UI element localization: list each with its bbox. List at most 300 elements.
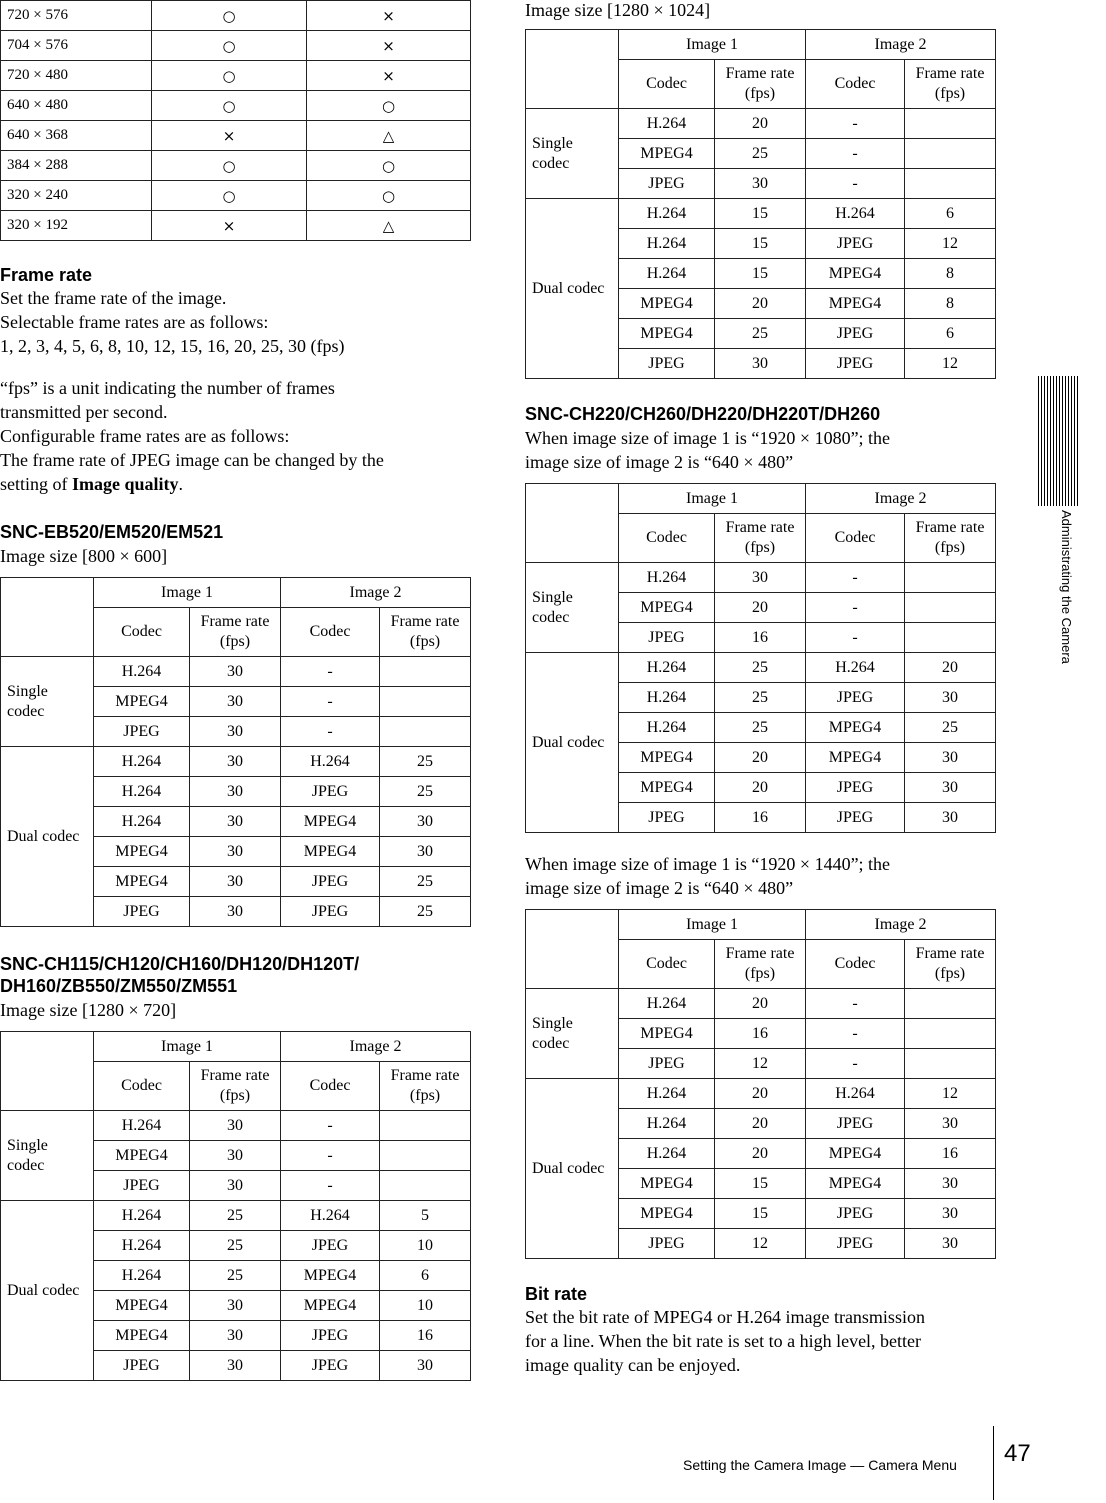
image2-codec-cell: - — [281, 1141, 380, 1171]
image1-codec-cell: JPEG — [619, 1049, 715, 1079]
image1-codec-cell: MPEG4 — [94, 867, 190, 897]
frame-rate-note: Configurable frame rates are as follows: — [0, 426, 290, 446]
dual-codec-label: Dual codec — [1, 747, 94, 927]
image2-fps-cell: 30 — [905, 1169, 996, 1199]
image1-header: Image 1 — [619, 484, 806, 514]
image1-codec-cell: MPEG4 — [619, 773, 715, 803]
header-row — [526, 910, 996, 940]
image2-fps-cell — [380, 1111, 471, 1141]
image2-codec-cell: - — [281, 687, 380, 717]
image2-fps-cell — [380, 1141, 471, 1171]
image2-codec-cell: MPEG4 — [806, 743, 905, 773]
image1-codec-cell: MPEG4 — [619, 289, 715, 319]
codec-table — [525, 483, 996, 833]
resolution-support-cell: ○ — [307, 91, 471, 121]
image1-fps-cell: 25 — [715, 139, 806, 169]
image2-fps-cell — [905, 1049, 996, 1079]
image2-fps-cell: 5 — [380, 1201, 471, 1231]
image1-codec-cell: JPEG — [619, 169, 715, 199]
image1-codec-cell: MPEG4 — [619, 1199, 715, 1229]
resolution-row — [1, 121, 471, 151]
image2-fps-cell: 30 — [905, 1229, 996, 1259]
image2-codec-cell: MPEG4 — [281, 837, 380, 867]
image1-codec-cell: H.264 — [619, 229, 715, 259]
frame-rate-note-end: setting of Image quality. — [0, 474, 184, 494]
resolution-row — [1, 61, 471, 91]
image1-codec-cell: H.264 — [619, 683, 715, 713]
frame-rate-header: Frame rate (fps) — [715, 514, 806, 563]
header-row — [526, 30, 996, 60]
image1-codec-cell: JPEG — [619, 349, 715, 379]
header-row — [1, 578, 471, 608]
image2-fps-cell — [380, 717, 471, 747]
image1-codec-cell: MPEG4 — [619, 1019, 715, 1049]
dual-codec-label: Dual codec — [1, 1201, 94, 1381]
image1-fps-cell: 30 — [190, 1291, 281, 1321]
resolution-support-cell: × — [152, 211, 307, 241]
section-heading: SNC-EB520/EM520/EM521 — [0, 522, 224, 542]
image2-fps-cell: 30 — [905, 1199, 996, 1229]
image1-codec-cell: H.264 — [619, 713, 715, 743]
image2-codec-cell: - — [281, 1171, 380, 1201]
image2-fps-cell: 10 — [380, 1291, 471, 1321]
bit-rate-line: for a line. When the bit rate is set to a high level, better — [525, 1331, 922, 1351]
image2-codec-cell: MPEG4 — [806, 259, 905, 289]
image1-fps-cell: 30 — [190, 657, 281, 687]
codec-header: Codec — [806, 514, 905, 563]
codec-header: Codec — [94, 608, 190, 657]
image2-codec-cell: - — [806, 563, 905, 593]
image1-fps-cell: 25 — [715, 653, 806, 683]
codec-table — [0, 577, 471, 927]
image2-fps-cell: 16 — [380, 1321, 471, 1351]
image1-codec-cell: H.264 — [94, 1231, 190, 1261]
image1-fps-cell: 30 — [190, 1111, 281, 1141]
resolution-row — [1, 151, 471, 181]
image1-fps-cell: 15 — [715, 259, 806, 289]
image1-codec-cell: JPEG — [94, 1351, 190, 1381]
image2-codec-cell: H.264 — [281, 1201, 380, 1231]
frame-rate-note: The frame rate of JPEG image can be changed by the — [0, 450, 384, 470]
image1-fps-cell: 30 — [715, 349, 806, 379]
image2-fps-cell — [905, 169, 996, 199]
image1-fps-cell: 25 — [715, 319, 806, 349]
image2-fps-cell: 25 — [380, 867, 471, 897]
chapter-tab-label: Administrating the Camera — [1059, 510, 1074, 664]
table-row — [1, 1201, 471, 1231]
image2-fps-cell: 25 — [380, 777, 471, 807]
resolution-support-cell: × — [307, 1, 471, 31]
image2-codec-cell: JPEG — [806, 773, 905, 803]
corner-cell — [526, 30, 619, 109]
codec-table — [525, 29, 996, 379]
codec-table — [525, 909, 996, 1259]
chapter-tab — [1038, 376, 1080, 664]
image1-fps-cell: 12 — [715, 1049, 806, 1079]
single-codec-label: Single codec — [526, 989, 619, 1079]
image1-codec-cell: H.264 — [619, 1079, 715, 1109]
image1-fps-cell: 30 — [190, 717, 281, 747]
image1-header: Image 1 — [94, 1032, 281, 1062]
image1-codec-cell: MPEG4 — [94, 837, 190, 867]
image1-codec-cell: H.264 — [619, 563, 715, 593]
resolution-size-cell: 640 × 368 — [1, 121, 152, 151]
resolution-size-cell: 720 × 576 — [1, 1, 152, 31]
image2-codec-cell: JPEG — [806, 229, 905, 259]
resolution-support-cell: × — [307, 61, 471, 91]
resolution-row — [1, 31, 471, 61]
image1-fps-cell: 30 — [715, 169, 806, 199]
resolution-support-cell: × — [152, 121, 307, 151]
image2-codec-cell: - — [806, 139, 905, 169]
image2-codec-cell: MPEG4 — [281, 1291, 380, 1321]
image1-codec-cell: MPEG4 — [94, 1321, 190, 1351]
image1-fps-cell: 30 — [190, 777, 281, 807]
image1-fps-cell: 15 — [715, 1199, 806, 1229]
image1-fps-cell: 15 — [715, 229, 806, 259]
image-quality-term: Image quality — [72, 474, 179, 494]
image1-fps-cell: 30 — [190, 1351, 281, 1381]
image2-fps-cell: 12 — [905, 349, 996, 379]
resolution-support-cell: ○ — [307, 181, 471, 211]
image2-fps-cell: 10 — [380, 1231, 471, 1261]
image1-codec-cell: MPEG4 — [94, 1141, 190, 1171]
image2-fps-cell — [905, 109, 996, 139]
table-row — [1, 747, 471, 777]
image2-fps-cell — [380, 657, 471, 687]
resolution-size-cell: 720 × 480 — [1, 61, 152, 91]
image2-header: Image 2 — [281, 578, 471, 608]
resolution-row — [1, 181, 471, 211]
image2-codec-cell: H.264 — [806, 653, 905, 683]
frame-rate-header: Frame rate (fps) — [190, 1062, 281, 1111]
table-row — [1, 1111, 471, 1141]
frame-rate-note: transmitted per second. — [0, 402, 168, 422]
image1-fps-cell: 16 — [715, 1019, 806, 1049]
image2-fps-cell: 30 — [905, 1109, 996, 1139]
footer-text: Setting the Camera Image — Camera Menu — [683, 1457, 957, 1473]
image2-codec-cell: JPEG — [806, 683, 905, 713]
image1-codec-cell: JPEG — [94, 897, 190, 927]
resolution-support-cell: ○ — [307, 151, 471, 181]
codec-header: Codec — [619, 514, 715, 563]
image2-codec-cell: H.264 — [806, 199, 905, 229]
image2-codec-cell: - — [806, 623, 905, 653]
table-row — [526, 563, 996, 593]
image1-codec-cell: MPEG4 — [619, 139, 715, 169]
corner-cell — [526, 910, 619, 989]
resolution-table — [0, 0, 471, 241]
resolution-support-cell: ○ — [152, 151, 307, 181]
frame-rate-header: Frame rate (fps) — [905, 60, 996, 109]
table-row — [526, 653, 996, 683]
frame-rate-note: “fps” is a unit indicating the number of frames — [0, 378, 335, 398]
footer-divider — [993, 1426, 994, 1500]
frame-rate-heading: Frame rate — [0, 265, 93, 285]
image1-fps-cell: 25 — [715, 713, 806, 743]
resolution-support-cell: ○ — [152, 61, 307, 91]
image1-codec-cell: JPEG — [94, 717, 190, 747]
codec-header: Codec — [281, 1062, 380, 1111]
image1-codec-cell: H.264 — [619, 989, 715, 1019]
codec-header: Codec — [281, 608, 380, 657]
image2-fps-cell — [905, 989, 996, 1019]
image1-fps-cell: 30 — [190, 807, 281, 837]
table-row — [526, 1079, 996, 1109]
image1-codec-cell: H.264 — [94, 807, 190, 837]
image2-codec-cell: JPEG — [281, 1231, 380, 1261]
image2-codec-cell: MPEG4 — [281, 807, 380, 837]
image1-codec-cell: H.264 — [619, 1139, 715, 1169]
image1-fps-cell: 16 — [715, 623, 806, 653]
image1-codec-cell: JPEG — [619, 803, 715, 833]
image2-fps-cell: 8 — [905, 289, 996, 319]
image2-fps-cell: 30 — [380, 807, 471, 837]
image2-codec-cell: JPEG — [806, 319, 905, 349]
image2-codec-cell: JPEG — [806, 349, 905, 379]
codec-header: Codec — [619, 940, 715, 989]
resolution-support-cell: × — [307, 31, 471, 61]
image1-fps-cell: 30 — [190, 1171, 281, 1201]
bit-rate-block — [525, 1283, 995, 1377]
corner-cell — [526, 484, 619, 563]
image1-codec-cell: H.264 — [94, 747, 190, 777]
image1-fps-cell: 30 — [190, 837, 281, 867]
image1-fps-cell: 20 — [715, 593, 806, 623]
image2-codec-cell: MPEG4 — [281, 1261, 380, 1291]
image1-codec-cell: H.264 — [94, 657, 190, 687]
image2-fps-cell — [905, 139, 996, 169]
section-subtitle: Image size [800 × 600] — [0, 546, 168, 566]
image2-codec-cell: JPEG — [281, 777, 380, 807]
frame-rate-header: Frame rate (fps) — [715, 940, 806, 989]
image2-fps-cell: 30 — [905, 773, 996, 803]
image2-codec-cell: - — [281, 657, 380, 687]
image1-codec-cell: MPEG4 — [619, 319, 715, 349]
image2-codec-cell: - — [281, 1111, 380, 1141]
single-codec-label: Single codec — [526, 109, 619, 199]
image2-codec-cell: - — [806, 1049, 905, 1079]
image2-fps-cell: 30 — [905, 743, 996, 773]
image1-codec-cell: H.264 — [619, 653, 715, 683]
image1-fps-cell: 30 — [190, 747, 281, 777]
image1-fps-cell: 30 — [190, 897, 281, 927]
image1-fps-cell: 20 — [715, 109, 806, 139]
section-subtitle: image size of image 2 is “640 × 480” — [525, 878, 794, 898]
image2-fps-cell — [905, 563, 996, 593]
image1-fps-cell: 20 — [715, 289, 806, 319]
image1-header: Image 1 — [619, 910, 806, 940]
image1-fps-cell: 20 — [715, 743, 806, 773]
image2-fps-cell — [905, 593, 996, 623]
image1-fps-cell: 20 — [715, 1139, 806, 1169]
image1-codec-cell: H.264 — [94, 1201, 190, 1231]
frame-rate-line: 1, 2, 3, 4, 5, 6, 8, 10, 12, 15, 16, 20, 25, 30 (fps) — [0, 336, 345, 356]
image2-header: Image 2 — [806, 910, 996, 940]
bit-rate-heading: Bit rate — [525, 1284, 588, 1304]
frame-rate-header: Frame rate (fps) — [380, 608, 471, 657]
header-row — [1, 1032, 471, 1062]
resolution-support-cell: ○ — [152, 1, 307, 31]
image2-fps-cell: 6 — [905, 319, 996, 349]
resolution-support-cell: ○ — [152, 31, 307, 61]
image1-fps-cell: 15 — [715, 1169, 806, 1199]
image2-fps-cell: 6 — [380, 1261, 471, 1291]
resolution-support-cell: ○ — [152, 91, 307, 121]
section-subtitle: When image size of image 1 is “1920 × 1080”; the — [525, 428, 891, 448]
image2-codec-cell: H.264 — [806, 1079, 905, 1109]
header-row — [526, 484, 996, 514]
frame-rate-header: Frame rate (fps) — [905, 514, 996, 563]
section-subtitle: image size of image 2 is “640 × 480” — [525, 452, 794, 472]
image1-fps-cell: 20 — [715, 773, 806, 803]
table-row — [526, 199, 996, 229]
frame-rate-header: Frame rate (fps) — [715, 60, 806, 109]
image2-fps-cell: 25 — [380, 747, 471, 777]
image2-codec-cell: JPEG — [281, 1351, 380, 1381]
image1-codec-cell: JPEG — [94, 1171, 190, 1201]
image2-codec-cell: MPEG4 — [806, 713, 905, 743]
resolution-row — [1, 211, 471, 241]
image1-fps-cell: 25 — [190, 1231, 281, 1261]
bit-rate-line: Set the bit rate of MPEG4 or H.264 image transmission — [525, 1307, 925, 1327]
section-heading: SNC-CH220/CH260/DH220/DH220T/DH260 — [525, 404, 881, 424]
codec-table — [0, 1031, 471, 1381]
image1-fps-cell: 15 — [715, 199, 806, 229]
frame-rate-header: Frame rate (fps) — [190, 608, 281, 657]
dual-codec-label: Dual codec — [526, 653, 619, 833]
image2-codec-cell: JPEG — [806, 1199, 905, 1229]
resolution-size-cell: 704 × 576 — [1, 31, 152, 61]
image1-fps-cell: 20 — [715, 1109, 806, 1139]
image1-codec-cell: H.264 — [94, 1111, 190, 1141]
codec-header: Codec — [806, 940, 905, 989]
image2-header: Image 2 — [806, 484, 996, 514]
image2-codec-cell: JPEG — [281, 867, 380, 897]
frame-rate-block — [0, 264, 470, 496]
image2-header: Image 2 — [281, 1032, 471, 1062]
image2-fps-cell: 25 — [905, 713, 996, 743]
table-row — [526, 989, 996, 1019]
resolution-support-cell: △ — [307, 211, 471, 241]
image1-codec-cell: MPEG4 — [94, 687, 190, 717]
image1-fps-cell: 20 — [715, 1079, 806, 1109]
dual-codec-label: Dual codec — [526, 199, 619, 379]
resolution-support-cell: △ — [307, 121, 471, 151]
image2-codec-cell: JPEG — [281, 897, 380, 927]
image1-header: Image 1 — [619, 30, 806, 60]
image2-header: Image 2 — [806, 30, 996, 60]
dual-codec-label: Dual codec — [526, 1079, 619, 1259]
image2-codec-cell: JPEG — [806, 1229, 905, 1259]
image2-fps-cell: 30 — [380, 1351, 471, 1381]
section-heading: DH160/ZB550/ZM550/ZM551 — [0, 976, 238, 996]
image1-header: Image 1 — [94, 578, 281, 608]
image2-codec-cell: - — [281, 717, 380, 747]
image2-codec-cell: MPEG4 — [806, 1139, 905, 1169]
image2-fps-cell: 6 — [905, 199, 996, 229]
image1-fps-cell: 25 — [190, 1201, 281, 1231]
codec-header: Codec — [94, 1062, 190, 1111]
image1-fps-cell: 16 — [715, 803, 806, 833]
image1-fps-cell: 25 — [715, 683, 806, 713]
corner-cell — [1, 578, 94, 657]
resolution-support-cell: ○ — [152, 181, 307, 211]
image2-fps-cell: 30 — [380, 837, 471, 867]
single-codec-label: Single codec — [526, 563, 619, 653]
image1-fps-cell: 30 — [190, 867, 281, 897]
image1-codec-cell: JPEG — [619, 623, 715, 653]
section-subtitle: When image size of image 1 is “1920 × 1440”; the — [525, 854, 891, 874]
resolution-size-cell: 320 × 192 — [1, 211, 152, 241]
image1-fps-cell: 30 — [715, 563, 806, 593]
image1-codec-cell: MPEG4 — [619, 1169, 715, 1199]
image1-fps-cell: 30 — [190, 1321, 281, 1351]
image1-fps-cell: 20 — [715, 989, 806, 1019]
image2-codec-cell: JPEG — [281, 1321, 380, 1351]
single-codec-label: Single codec — [1, 657, 94, 747]
resolution-size-cell: 384 × 288 — [1, 151, 152, 181]
image2-codec-cell: JPEG — [806, 1109, 905, 1139]
image1-codec-cell: H.264 — [619, 109, 715, 139]
page-number: 47 — [1004, 1440, 1031, 1467]
image2-fps-cell: 30 — [905, 803, 996, 833]
image2-codec-cell: - — [806, 989, 905, 1019]
image2-fps-cell: 12 — [905, 1079, 996, 1109]
table-row — [526, 109, 996, 139]
chapter-tab-lines — [1038, 376, 1080, 506]
single-codec-label: Single codec — [1, 1111, 94, 1201]
frame-rate-line: Set the frame rate of the image. — [0, 288, 227, 308]
frame-rate-line: Selectable frame rates are as follows: — [0, 312, 269, 332]
frame-rate-header: Frame rate (fps) — [905, 940, 996, 989]
resolution-size-cell: 320 × 240 — [1, 181, 152, 211]
image1-fps-cell: 25 — [190, 1261, 281, 1291]
image2-codec-cell: - — [806, 169, 905, 199]
section-subtitle: Image size [1280 × 1024] — [525, 0, 711, 20]
codec-header: Codec — [619, 60, 715, 109]
codec-header: Codec — [806, 60, 905, 109]
section-heading: SNC-CH115/CH120/CH160/DH120/DH120T/ — [0, 954, 360, 974]
image2-codec-cell: - — [806, 1019, 905, 1049]
image1-codec-cell: H.264 — [94, 777, 190, 807]
image1-codec-cell: H.264 — [619, 199, 715, 229]
image1-codec-cell: JPEG — [619, 1229, 715, 1259]
image2-fps-cell: 12 — [905, 229, 996, 259]
image1-fps-cell: 30 — [190, 1141, 281, 1171]
image1-codec-cell: MPEG4 — [619, 743, 715, 773]
image1-fps-cell: 30 — [190, 687, 281, 717]
image1-codec-cell: MPEG4 — [94, 1291, 190, 1321]
image2-codec-cell: JPEG — [806, 803, 905, 833]
corner-cell — [1, 1032, 94, 1111]
resolution-row — [1, 91, 471, 121]
section-subtitle: Image size [1280 × 720] — [0, 1000, 177, 1020]
image2-fps-cell: 8 — [905, 259, 996, 289]
image1-fps-cell: 12 — [715, 1229, 806, 1259]
image2-fps-cell — [380, 1171, 471, 1201]
frame-rate-header: Frame rate (fps) — [380, 1062, 471, 1111]
bit-rate-line: image quality can be enjoyed. — [525, 1355, 741, 1375]
image2-codec-cell: H.264 — [281, 747, 380, 777]
table-row — [1, 657, 471, 687]
image1-codec-cell: H.264 — [619, 1109, 715, 1139]
image2-codec-cell: - — [806, 109, 905, 139]
image2-fps-cell — [905, 1019, 996, 1049]
image2-codec-cell: MPEG4 — [806, 289, 905, 319]
resolution-row — [1, 1, 471, 31]
image2-fps-cell: 30 — [905, 683, 996, 713]
